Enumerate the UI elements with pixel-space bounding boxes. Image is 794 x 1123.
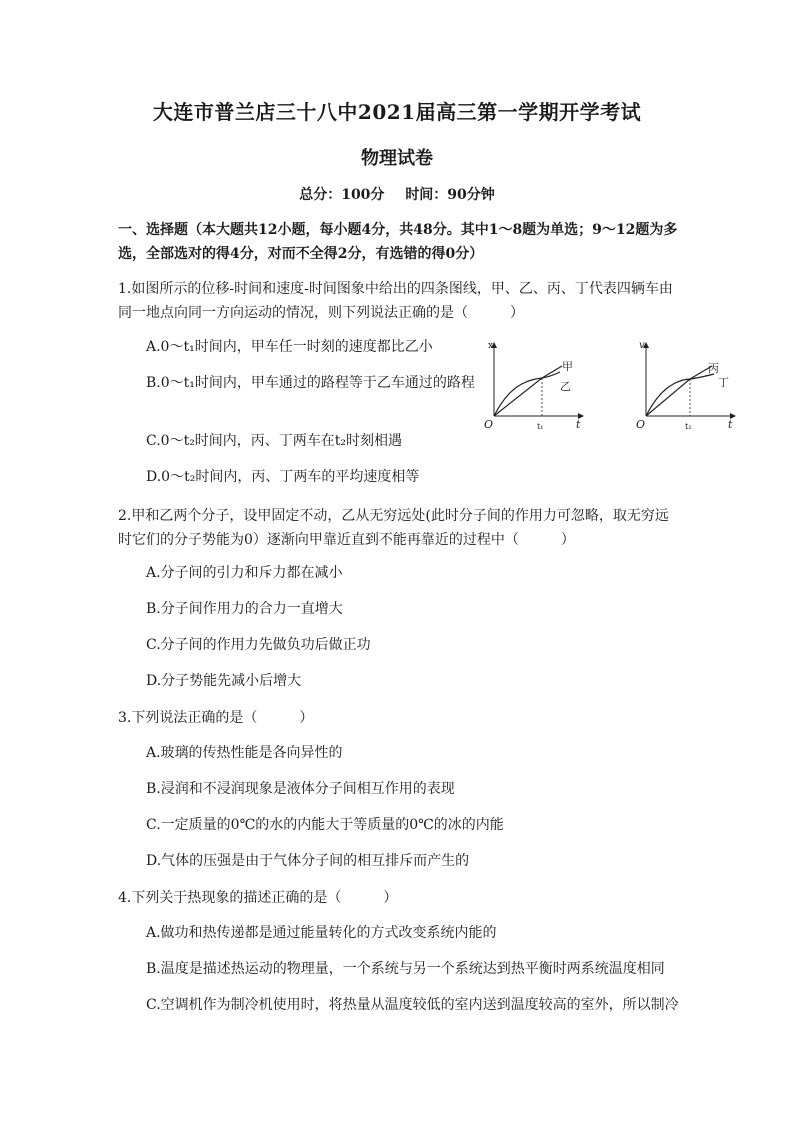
question-1-option-b: B.0～t₁时间内，甲车通过的路程等于乙车通过的路程: [146, 375, 475, 391]
section-heading: 一、选择题（本大题共12小题，每小题4分，共48分。其中1～8题为单选；9～12题为多选，全部选对的得4分，对而不全得2分，有选错的得0分）: [118, 222, 678, 262]
xt-y-label: x: [488, 341, 494, 351]
vt-curve-bing: [646, 374, 714, 416]
question-3-option-b: B.浸润和不浸润现象是液体分子间相互作用的表现: [146, 781, 455, 797]
vt-tick-label: t₂: [685, 422, 692, 431]
question-3-option-a: A.玻璃的传热性能是各向异性的: [146, 745, 343, 761]
vt-label-ding: 丁: [718, 376, 729, 389]
subject-title: 物理试卷: [361, 148, 433, 169]
vt-origin-label: O: [636, 418, 646, 431]
question-1-stem: 1.如图所示的位移-时间和速度-时间图象中给出的四条图线，甲、乙、丙、丁代表四辆车由同一地点向同一方向运动的情况，则下列说法正确的是（ ）: [118, 281, 673, 321]
question-3-option-c: C.一定质量的0℃的水的内能大于等质量的0℃的冰的内能: [146, 817, 504, 833]
question-2-option-a: A.分子间的引力和斥力都在减小: [146, 565, 343, 581]
question-4-option-b: B.温度是描述热运动的物理量，一个系统与另一个系统达到热平衡时两系统温度相同: [146, 961, 665, 977]
exam-meta: [0, 184, 794, 204]
question-4-option-c: C.空调机作为制冷机使用时，将热量从温度较低的室内送到温度较高的室外，所以制冷: [146, 997, 679, 1013]
vt-label-bing: 丙: [708, 362, 719, 375]
vt-x-label: t: [728, 418, 733, 431]
exam-title: 大连市普兰店三十八中2021届高三第一学期开学考试: [152, 100, 642, 124]
question-1-option-a: A.0～t₁时间内，甲车任一时刻的速度都比乙小: [146, 339, 433, 355]
question-4-stem: 4.下列关于热现象的描述正确的是（ ）: [118, 890, 398, 906]
vt-y-label: v: [639, 340, 645, 351]
xt-tick-label: t₁: [537, 422, 544, 431]
vt-graph: [630, 336, 742, 432]
xt-curve-yi: [494, 366, 562, 416]
question-3-option-d: D.气体的压强是由于气体分子间的相互排斥而产生的: [146, 853, 470, 869]
question-3-stem: 3.下列说法正确的是（ ）: [118, 710, 314, 726]
xt-label-jia: 甲: [562, 360, 573, 373]
exam-time: 时间：90分钟: [405, 187, 495, 203]
vt-curve-ding: [646, 366, 712, 416]
xt-label-yi: 乙: [560, 380, 571, 393]
question-2-option-d: D.分子势能先减小后增大: [146, 673, 302, 689]
xt-x-label: t: [576, 418, 581, 431]
question-1-option-c: C.0～t₂时间内，丙、丁两车在t₂时刻相遇: [146, 433, 403, 449]
question-2-option-b: B.分子间作用力的合力一直增大: [146, 601, 343, 617]
question-2-option-c: C.分子间的作用力先做负功后做正功: [146, 637, 371, 653]
xt-origin-label: O: [484, 418, 494, 431]
question-1-option-d: D.0～t₂时间内，丙、丁两车的平均速度相等: [146, 469, 420, 485]
total-score: 总分：100分: [299, 187, 385, 203]
xt-graph: [478, 336, 590, 432]
question-2-stem: 2.甲和乙两个分子，设甲固定不动，乙从无穷远处(此时分子间的作用力可忽略，取无穷远时它们的分子势能为0）逐渐向甲靠近直到不能再靠近的过程中（ ）: [118, 508, 669, 548]
question-4-option-a: A.做功和热传递都是通过能量转化的方式改变系统内能的: [146, 925, 497, 941]
xt-curve-jia: [494, 372, 560, 416]
